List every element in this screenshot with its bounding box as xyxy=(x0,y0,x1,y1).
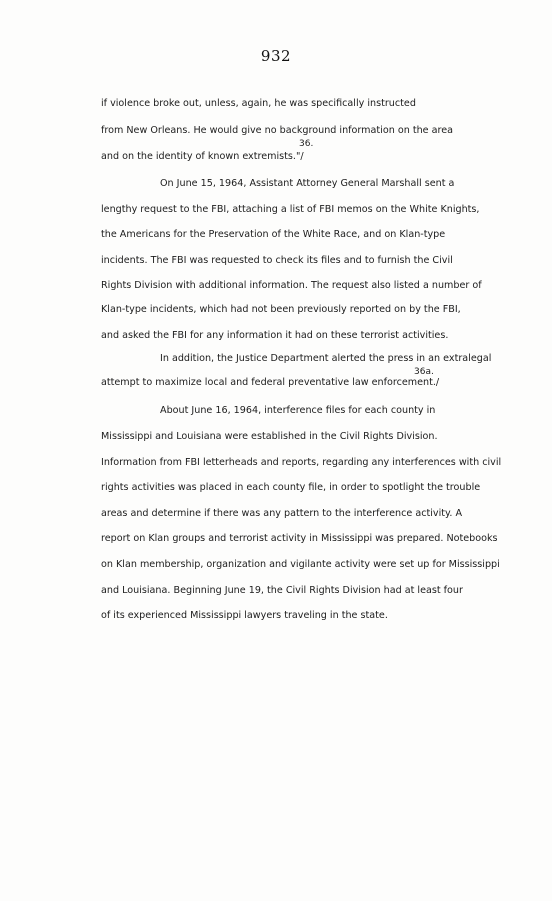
text-line: Rights Division with additional information. The request also listed a number of xyxy=(101,280,482,291)
footnote-marker: 36a. xyxy=(414,367,434,377)
text-line: rights activities was placed in each county file, in order to spotlight the trouble xyxy=(101,482,481,493)
page-number: 932 xyxy=(260,47,292,65)
text-line: attempt to maximize local and federal preventative law enforcement./ xyxy=(101,377,440,388)
text-line: About June 16, 1964, interference files for each county in xyxy=(160,405,436,416)
text-line: report on Klan groups and terrorist activity in Mississippi was prepared. Notebooks xyxy=(101,533,498,544)
text-line: lengthy request to the FBI, attaching a list of FBI memos on the White Knights, xyxy=(101,204,480,215)
text-line: In addition, the Justice Department alerted the press in an extralegal xyxy=(160,353,492,364)
text-line: from New Orleans. He would give no background information on the area xyxy=(101,125,454,136)
text-line: on Klan membership, organization and vigilante activity were set up for Mississippi xyxy=(101,559,500,570)
text-line: areas and determine if there was any pattern to the interference activity. A xyxy=(101,508,463,519)
text-line: and on the identity of known extremists."/ xyxy=(101,151,304,162)
footnote-marker: 36. xyxy=(299,139,314,149)
text-line: and Louisiana. Beginning June 19, the Civil Rights Division had at least four xyxy=(101,585,463,596)
text-line: incidents. The FBI was requested to check its files and to furnish the Civil xyxy=(101,255,453,266)
text-line: Klan-type incidents, which had not been previously reported on by the FBI, xyxy=(101,304,461,315)
text-line: Mississippi and Louisiana were established in the Civil Rights Division. xyxy=(101,431,438,442)
text-line: Information from FBI letterheads and reports, regarding any interferences with civil xyxy=(101,457,502,468)
text-line: of its experienced Mississippi lawyers traveling in the state. xyxy=(101,610,388,621)
text-line: if violence broke out, unless, again, he was specifically instructed xyxy=(101,98,416,109)
text-line: the Americans for the Preservation of the White Race, and on Klan-type xyxy=(101,229,446,240)
text-line: On June 15, 1964, Assistant Attorney General Marshall sent a xyxy=(160,178,455,189)
text-line: and asked the FBI for any information it had on these terrorist activities. xyxy=(101,330,449,341)
